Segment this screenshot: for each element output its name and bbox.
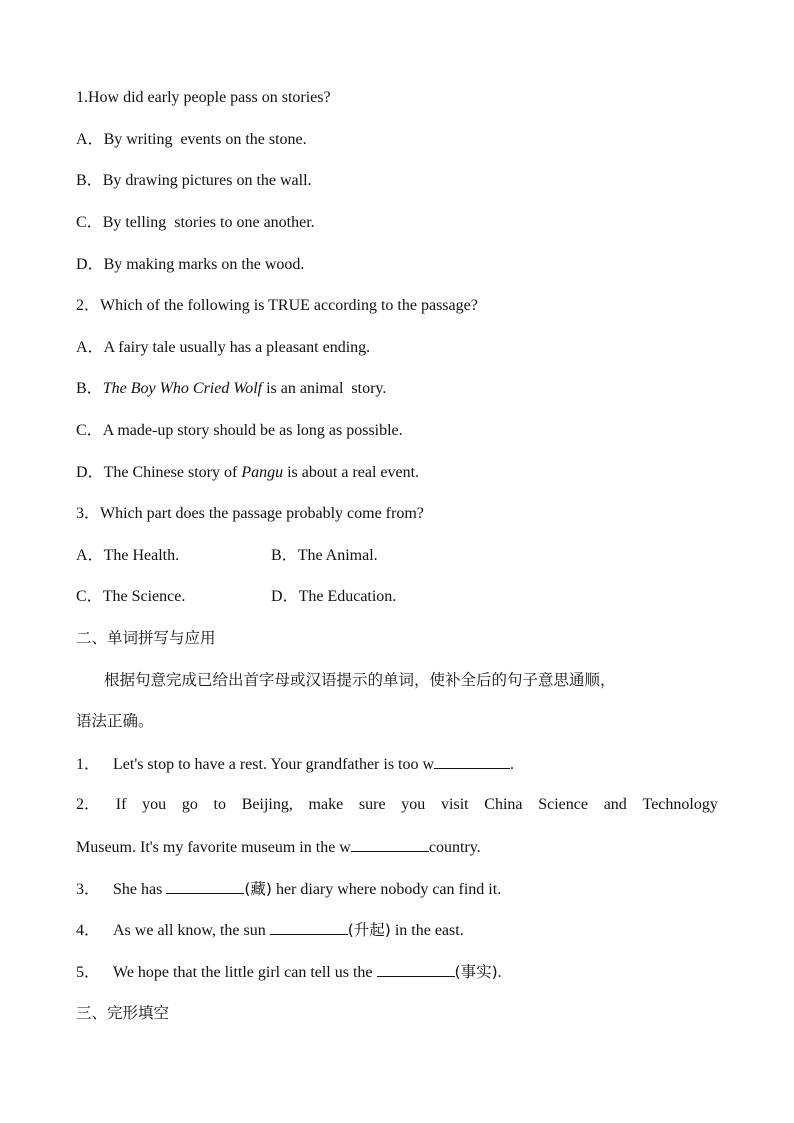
option-text: The Chinese story of xyxy=(103,464,242,481)
item-word: If xyxy=(115,796,127,813)
answer-blank[interactable] xyxy=(270,920,348,935)
option-label: B． xyxy=(271,547,298,564)
option-text: is an animal story. xyxy=(262,380,387,397)
item-number: 1． xyxy=(76,756,101,773)
spelling-item-2-cont xyxy=(76,837,481,858)
item-text: . xyxy=(497,964,502,981)
option-label: D． xyxy=(76,256,104,273)
item-word: you xyxy=(142,796,167,813)
q1-option-d xyxy=(76,255,304,275)
item-number: 5． xyxy=(76,964,101,981)
section2-instructions-cont: 语法正确。 xyxy=(76,712,154,730)
chinese-hint: (事实) xyxy=(454,963,498,981)
item-word: and xyxy=(603,796,627,813)
section3-heading: 三、完形填空 xyxy=(76,1004,170,1022)
option-label: D． xyxy=(271,588,299,605)
item-word: make xyxy=(308,796,344,813)
answer-blank[interactable] xyxy=(434,754,510,769)
q2-option-c xyxy=(76,421,403,441)
item-word: to xyxy=(213,796,226,813)
answer-blank[interactable] xyxy=(351,837,429,852)
q1-option-c xyxy=(76,213,315,233)
item-text: As we all know, the sun xyxy=(113,922,270,939)
option-text: By telling stories to one another. xyxy=(102,214,315,231)
story-title: The Boy Who Cried Wolf xyxy=(102,380,263,397)
option-text: By writing events on the stone. xyxy=(103,131,307,148)
item-number: 4． xyxy=(76,922,101,939)
chinese-hint: (藏) xyxy=(244,880,272,898)
q3-option-a xyxy=(76,546,179,566)
option-text: The Education. xyxy=(298,588,397,605)
q3-option-d xyxy=(271,587,396,607)
item-word: you xyxy=(401,796,426,813)
item-word: visit xyxy=(441,796,469,813)
item-word: Beijing, xyxy=(241,796,293,813)
option-text: The Health. xyxy=(103,547,180,564)
q1-option-b xyxy=(76,171,312,191)
section2-heading: 二、单词拼写与应用 xyxy=(76,629,216,647)
story-title: Pangu xyxy=(241,464,284,481)
option-text: By making marks on the wood. xyxy=(103,256,305,273)
spelling-item-1 xyxy=(76,754,514,775)
item-text: Let's stop to have a rest. Your grandfather is too w xyxy=(113,756,435,773)
chinese-hint: (升起) xyxy=(347,921,391,939)
option-text: is about a real event. xyxy=(283,464,420,481)
option-label: B． xyxy=(76,172,103,189)
q3-option-c xyxy=(76,587,185,607)
q2-option-d xyxy=(76,463,419,483)
item-word: China xyxy=(484,796,523,813)
option-text: By drawing pictures on the wall. xyxy=(102,172,312,189)
spelling-item-3 xyxy=(76,879,501,900)
item-text: country. xyxy=(428,839,481,856)
option-text: The Animal. xyxy=(297,547,378,564)
q2-option-a xyxy=(76,338,370,358)
option-label: D． xyxy=(76,464,104,481)
q3-question: 3．Which part does the passage probably come from? xyxy=(76,505,424,522)
spelling-item-5 xyxy=(76,962,502,983)
option-label: A． xyxy=(76,339,104,356)
q3-option-b xyxy=(271,546,378,566)
item-text: . xyxy=(510,756,515,773)
item-text: in the east. xyxy=(390,922,464,939)
answer-blank[interactable] xyxy=(377,962,455,977)
item-text: Museum. It's my favorite museum in the w xyxy=(76,839,351,856)
option-label: A． xyxy=(76,131,104,148)
item-word: Technology xyxy=(642,796,718,813)
item-word: go xyxy=(181,796,198,813)
option-label: B． xyxy=(76,380,103,397)
item-text: We hope that the little girl can tell us the xyxy=(113,964,377,981)
item-word: sure xyxy=(358,796,386,813)
option-text: A made-up story should be as long as possible. xyxy=(102,422,403,439)
q2-question: 2．Which of the following is TRUE according to the passage? xyxy=(76,297,478,314)
option-label: C． xyxy=(76,422,103,439)
item-text: her diary where nobody can find it. xyxy=(271,881,502,898)
item-number: 2． xyxy=(76,796,101,813)
option-label: C． xyxy=(76,214,103,231)
item-text: She has xyxy=(113,881,167,898)
q1-question: 1.How did early people pass on stories? xyxy=(76,89,331,106)
section2-instructions: 根据句意完成已给出首字母或汉语提示的单词，使补全后的句子意思通顺， xyxy=(104,671,616,689)
q2-option-b xyxy=(76,379,386,399)
spelling-item-4 xyxy=(76,920,464,941)
item-word: Science xyxy=(538,796,588,813)
item-number: 3． xyxy=(76,881,101,898)
spelling-item-2 xyxy=(76,795,718,815)
option-label: A． xyxy=(76,547,104,564)
q1-option-a xyxy=(76,130,307,150)
answer-blank[interactable] xyxy=(166,879,244,894)
option-text: A fairy tale usually has a pleasant ending. xyxy=(103,339,371,356)
option-label: C． xyxy=(76,588,103,605)
option-text: The Science. xyxy=(102,588,186,605)
